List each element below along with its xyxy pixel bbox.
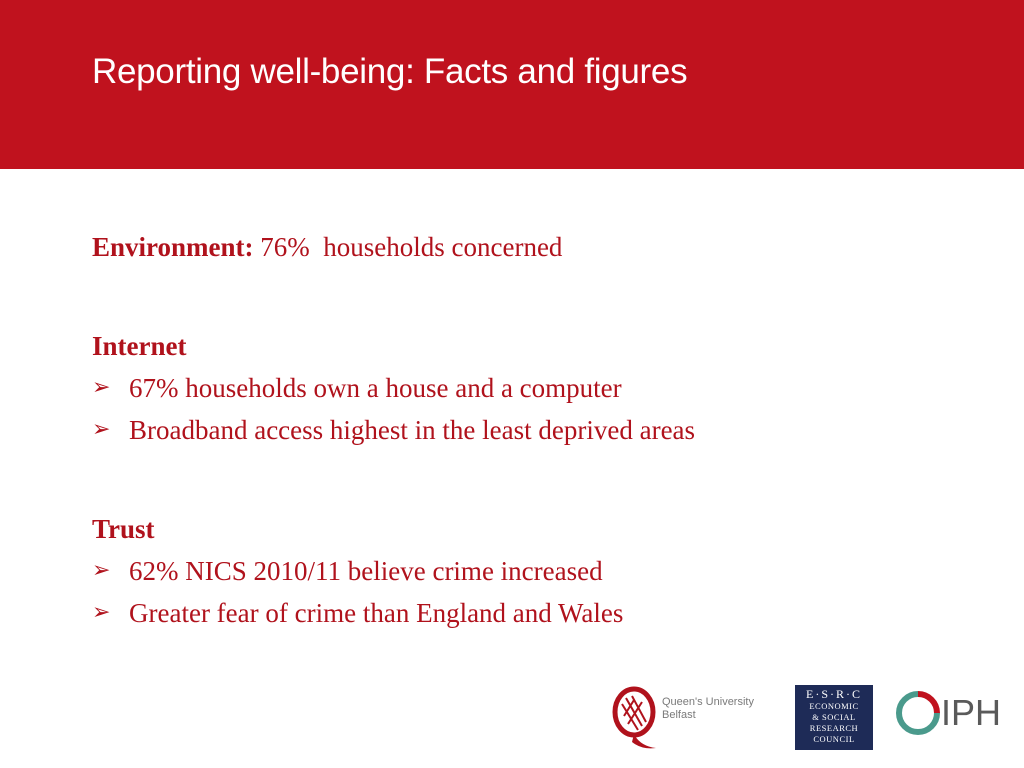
esrc-logo [795, 685, 873, 750]
slide-content [92, 226, 695, 634]
qub-text [662, 696, 754, 722]
qub-crest-icon [612, 686, 660, 752]
iph-text: IPH [941, 692, 1002, 733]
bullet-text: Broadband access highest in the least deprived areas [129, 415, 696, 445]
qub-city: Belfast [662, 709, 696, 721]
esrc-acronym: E·S·R·C [806, 687, 862, 701]
esrc-line: RESEARCH [809, 723, 859, 733]
list-item [92, 550, 695, 592]
list-item [92, 409, 695, 451]
arrowhead-bullet-icon: ➢ [92, 417, 111, 442]
arrowhead-bullet-icon: ➢ [92, 375, 111, 400]
internet-heading: Internet [92, 331, 187, 361]
qub-name: Queen's University [662, 696, 754, 708]
qub-logo [612, 686, 782, 752]
bullet-text: 67% households own a house and a computer [129, 373, 622, 403]
esrc-line: COUNCIL [813, 734, 855, 744]
esrc-line: ECONOMIC [809, 701, 859, 711]
list-item [92, 592, 695, 634]
trust-heading: Trust [92, 514, 155, 544]
environment-line [92, 226, 695, 268]
iph-ring-icon [895, 688, 941, 738]
environment-text: 76% households concerned [253, 232, 563, 262]
bullet-text: 62% NICS 2010/11 believe crime increased [129, 556, 603, 586]
iph-logo [895, 688, 1002, 738]
arrowhead-bullet-icon: ➢ [92, 600, 111, 625]
esrc-line: & SOCIAL [812, 712, 856, 722]
arrowhead-bullet-icon: ➢ [92, 558, 111, 583]
list-item [92, 367, 695, 409]
environment-label: Environment: [92, 232, 254, 262]
slide-title: Reporting well-being: Facts and figures [92, 52, 688, 91]
bullet-text: Greater fear of crime than England and Wales [129, 598, 624, 628]
